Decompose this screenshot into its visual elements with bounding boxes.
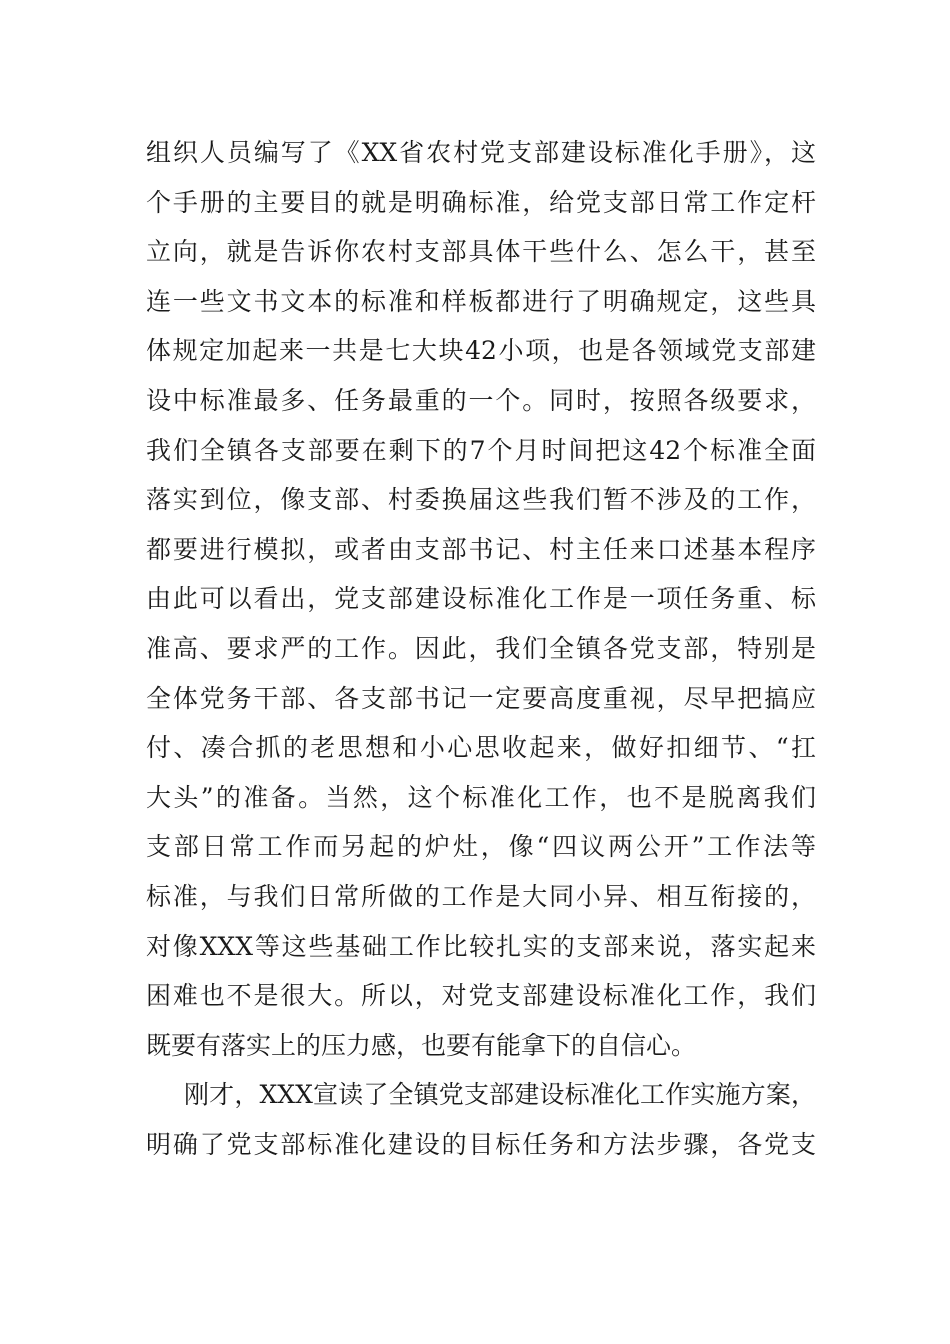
text-line: 组织人员编写了《XX省农村党支部建设标准化手册》，这 xyxy=(146,138,816,167)
text-line: 准高、要求严的工作。因此，我们全镇各党支部，特别是 xyxy=(146,633,816,663)
text-line: 全体党务干部、各支部书记一定要高度重视，尽早把搞应 xyxy=(146,683,816,713)
text-line: 由此可以看出，党支部建设标准化工作是一项任务重、标 xyxy=(146,584,816,614)
paragraph-start-line: 刚才，XXX宣读了全镇党支部建设标准化工作实施方案， xyxy=(184,1080,816,1110)
text-line: 个手册的主要目的就是明确标准，给党支部日常工作定杆 xyxy=(146,187,816,217)
text-line: 标准，与我们日常所做的工作是大同小异、相互衔接的， xyxy=(146,881,816,911)
text-line: 既要有落实上的压力感，也要有能拿下的自信心。 xyxy=(146,1030,697,1060)
text-line: 连一些文书文本的标准和样板都进行了明确规定，这些具 xyxy=(146,286,816,316)
text-line: 困难也不是很大。所以，对党支部建设标准化工作，我们 xyxy=(146,981,816,1011)
text-line: 落实到位，像支部、村委换届这些我们暂不涉及的工作， xyxy=(146,485,816,515)
text-line: 立向，就是告诉你农村支部具体干些什么、怎么干，甚至 xyxy=(146,237,816,267)
text-line: 设中标准最多、任务最重的一个。同时，按照各级要求， xyxy=(146,385,816,415)
text-line: 体规定加起来一共是七大块42小项，也是各领域党支部建 xyxy=(146,336,816,366)
text-line: 对像XXX等这些基础工作比较扎实的支部来说，落实起来 xyxy=(146,931,816,961)
text-line: 明确了党支部标准化建设的目标任务和方法步骤，各党支 xyxy=(146,1129,816,1159)
text-line: 支部日常工作而另起的炉灶，像“四议两公开”工作法等 xyxy=(146,832,816,862)
body-text xyxy=(146,128,816,1169)
text-line: 大头”的准备。当然，这个标准化工作，也不是脱离我们 xyxy=(146,782,816,812)
text-line: 我们全镇各支部要在剩下的7个月时间把这42个标准全面 xyxy=(146,435,816,465)
text-line: 都要进行模拟，或者由支部书记、村主任来口述基本程序 xyxy=(146,534,816,564)
text-line: 付、凑合抓的老思想和小心思收起来，做好扣细节、“扛 xyxy=(146,733,816,763)
